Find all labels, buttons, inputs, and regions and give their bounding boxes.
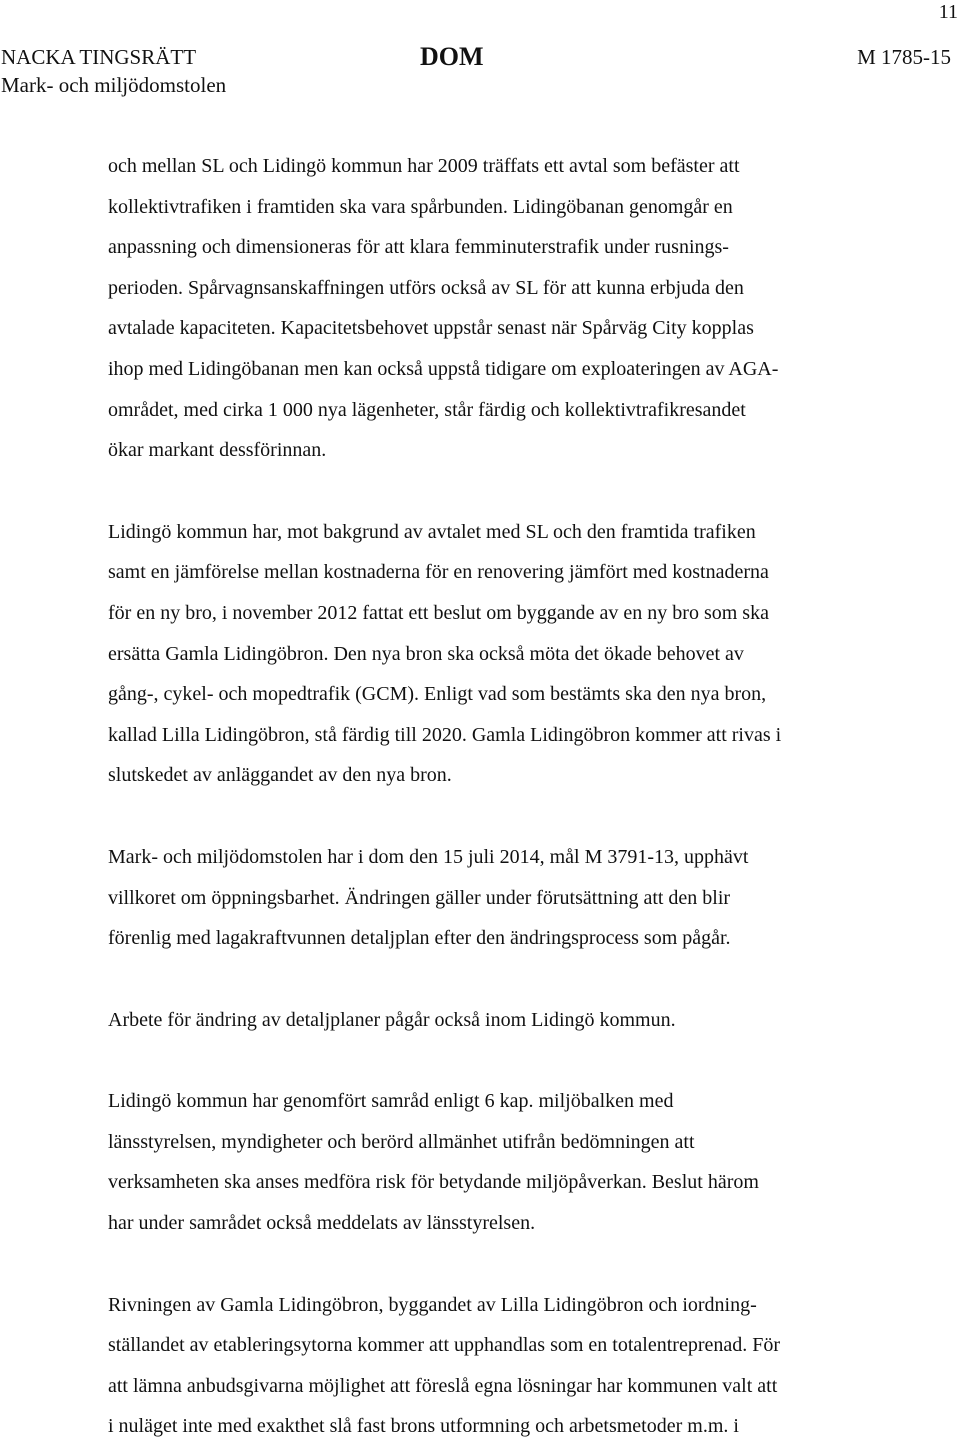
document-body bbox=[108, 146, 908, 1447]
paragraph-gap bbox=[108, 471, 908, 512]
paragraph bbox=[108, 146, 908, 471]
text-line: Rivningen av Gamla Lidingöbron, byggandet av Lilla Lidingöbron och iordning- bbox=[108, 1293, 757, 1316]
text-line: slutskedet av anläggandet av den nya bron. bbox=[108, 764, 452, 787]
text-line: verksamheten ska anses medföra risk för betydande miljöpåverkan. Beslut härom bbox=[108, 1171, 759, 1194]
paragraph-gap bbox=[108, 1040, 908, 1081]
text-line: länsstyrelsen, myndigheter och berörd allmänhet utifrån bedömningen att bbox=[108, 1130, 695, 1153]
paragraph-gap bbox=[108, 959, 908, 1000]
document-type: DOM bbox=[420, 42, 484, 71]
paragraph bbox=[108, 837, 908, 959]
text-line: ställandet av etableringsytorna kommer att upphandlas som en totalentreprenad. För bbox=[108, 1334, 781, 1357]
paragraph bbox=[108, 1000, 908, 1041]
text-line: kollektivtrafiken i framtiden ska vara spårbunden. Lidingöbanan genomgår en bbox=[108, 195, 733, 218]
page-number: 11 bbox=[938, 1, 958, 23]
text-line: Lidingö kommun har genomfört samråd enligt 6 kap. miljöbalken med bbox=[108, 1090, 674, 1113]
text-line: förenlig med lagakraftvunnen detaljplan efter den ändringsprocess som pågår. bbox=[108, 927, 731, 950]
text-line: och mellan SL och Lidingö kommun har 2009 träffats ett avtal som befäster att bbox=[108, 155, 740, 177]
text-line: Lidingö kommun har, mot bakgrund av avtalet med SL och den framtida trafiken bbox=[108, 520, 756, 543]
text-line: perioden. Spårvagnsanskaffningen utförs också av SL för att kunna erbjuda den bbox=[108, 276, 744, 299]
text-line: i nuläget inte med exakthet slå fast brons utformning och arbetsmetoder m.m. i bbox=[108, 1415, 739, 1438]
paragraph bbox=[108, 1285, 908, 1447]
paragraph-gap bbox=[108, 796, 908, 837]
paragraph bbox=[108, 1081, 908, 1243]
text-line: avtalade kapaciteten. Kapacitetsbehovet uppstår senast när Spårväg City kopplas bbox=[108, 317, 754, 340]
paragraph bbox=[108, 512, 908, 796]
header-court-block bbox=[1, 43, 226, 99]
text-line: att lämna anbudsgivarna möjlighet att föreslå egna lösningar har kommunen valt att bbox=[108, 1374, 778, 1397]
text-line: ökar markant dessförinnan. bbox=[108, 439, 327, 462]
text-line: samt en jämförelse mellan kostnaderna för en renovering jämfört med kostnaderna bbox=[108, 561, 769, 584]
paragraph-gap bbox=[108, 1244, 908, 1285]
text-line: villkoret om öppningsbarhet. Ändringen gäller under förutsättning att den blir bbox=[108, 886, 731, 909]
text-line: ihop med Lidingöbanan men kan också uppstå tidigare om exploateringen av AGA- bbox=[108, 357, 779, 380]
text-line: Arbete för ändring av detaljplaner pågår också inom Lidingö kommun. bbox=[108, 1008, 676, 1031]
text-line: kallad Lilla Lidingöbron, stå färdig till 2020. Gamla Lidingöbron kommer att rivas i bbox=[108, 723, 782, 746]
text-line: anpassning och dimensioneras för att klara femminuterstrafik under rusnings- bbox=[108, 236, 729, 259]
court-department: Mark- och miljödomstolen bbox=[1, 73, 227, 97]
text-line: Mark- och miljödomstolen har i dom den 15 juli 2014, mål M 3791-13, upphävt bbox=[108, 845, 749, 868]
text-line: ersätta Gamla Lidingöbron. Den nya bron ska också möta det ökade behovet av bbox=[108, 642, 744, 665]
document-header bbox=[0, 43, 960, 99]
text-line: området, med cirka 1 000 nya lägenheter, står färdig och kollektivtrafikresandet bbox=[108, 398, 746, 421]
case-number: M 1785-15 bbox=[857, 45, 951, 69]
text-line: har under samrådet också meddelats av länsstyrelsen. bbox=[108, 1212, 536, 1235]
text-line: gång-, cykel- och mopedtrafik (GCM). Enligt vad som bestämts ska den nya bron, bbox=[108, 683, 767, 706]
court-name: NACKA TINGSRÄTT bbox=[1, 45, 197, 69]
text-line: för en ny bro, i november 2012 fattat ett beslut om byggande av en ny bro som ska bbox=[108, 601, 769, 624]
